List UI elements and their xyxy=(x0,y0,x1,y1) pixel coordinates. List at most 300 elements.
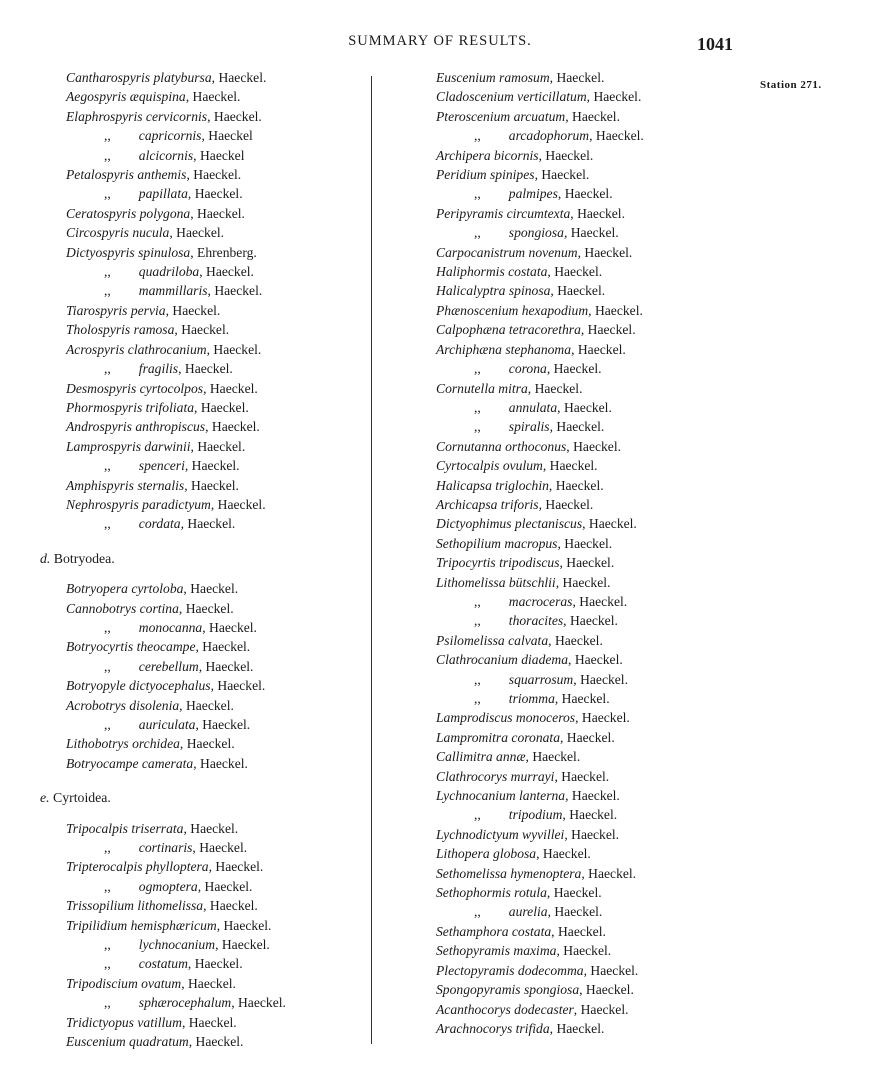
species-name: Peripyramis circumtexta xyxy=(436,205,571,221)
species-entry xyxy=(40,165,362,184)
species-entry xyxy=(436,204,736,223)
species-entry xyxy=(40,398,362,417)
species-name: Tripocalpis triserrata xyxy=(66,820,184,836)
ditto-mark: ,, xyxy=(104,878,111,894)
ditto-mark: ,, xyxy=(104,128,111,144)
species-author: , Haeckel. xyxy=(583,962,639,978)
species-author: , Haeckel. xyxy=(183,581,239,597)
species-entry xyxy=(436,87,736,106)
species-name: Carpocanistrum novenum xyxy=(436,244,578,260)
species-entry xyxy=(40,262,362,281)
species-entry xyxy=(40,676,362,695)
species-name: palmipes xyxy=(508,186,558,202)
species-name: spiralis xyxy=(508,419,550,435)
species-name: Acrospyris clathrocanium xyxy=(66,341,207,357)
species-name: Botryopyle dictyocephalus xyxy=(66,678,211,694)
ditto-mark: ,, xyxy=(474,399,481,415)
species-author: , Haeckel. xyxy=(192,840,248,856)
species-author: , Haeckel. xyxy=(546,885,602,901)
species-entry xyxy=(40,1032,362,1051)
species-entry xyxy=(436,650,736,669)
species-author: , Haeckel. xyxy=(557,186,613,202)
species-name: annulata xyxy=(508,399,558,415)
species-author: , Haeckel. xyxy=(573,671,628,687)
species-entry xyxy=(436,825,736,844)
species-name: Sethopilium macropus xyxy=(436,535,558,551)
species-entry xyxy=(436,243,736,262)
species-entry xyxy=(40,340,362,359)
species-entry xyxy=(436,359,736,378)
species-entry xyxy=(436,126,736,145)
species-entry xyxy=(40,301,362,320)
species-entry xyxy=(436,1019,736,1038)
species-name: Lamprodiscus monoceros xyxy=(436,710,576,726)
species-entry xyxy=(40,146,362,165)
species-name: Archipera bicornis xyxy=(436,147,539,163)
species-entry xyxy=(40,456,362,475)
species-author: , Haeckel. xyxy=(193,755,248,771)
species-author: , Haeckel. xyxy=(549,419,605,435)
species-entry xyxy=(436,805,736,824)
species-entry xyxy=(40,838,362,857)
species-name: Callimitra annæ xyxy=(436,749,526,765)
species-name: Acanthocorys dodecaster xyxy=(436,1001,574,1017)
species-name: Cantharospyris platybursa xyxy=(66,70,212,85)
species-entry xyxy=(436,495,736,514)
species-name: Lychnodictyum wyvillei xyxy=(436,826,565,842)
ditto-mark: ,, xyxy=(474,613,481,629)
species-entry xyxy=(436,689,736,708)
species-author: , Haeckel. xyxy=(231,995,286,1011)
species-author: , Haeckel. xyxy=(548,477,604,493)
species-author: , Haeckel. xyxy=(538,147,594,163)
species-author: , Haeckel. xyxy=(179,736,235,752)
species-entry xyxy=(40,243,362,262)
species-name: monocanna xyxy=(138,619,203,635)
species-name: Arachnocorys trifida xyxy=(436,1020,550,1036)
species-entry xyxy=(40,437,362,456)
species-author: , Haeckel. xyxy=(186,167,242,183)
species-author: , Haeckel. xyxy=(203,898,258,914)
species-author: , Haeckel. xyxy=(194,399,249,415)
species-author: , Haeckel. xyxy=(559,555,615,571)
section-heading-botryodea: d. Botryodea. xyxy=(40,550,115,566)
species-name: Haliphormis costata xyxy=(436,264,548,280)
species-entry xyxy=(40,857,362,876)
ditto-mark: ,, xyxy=(474,361,481,377)
species-author: , Haeckel. xyxy=(211,70,267,85)
species-author: , Haeckel. xyxy=(579,982,634,998)
species-entry xyxy=(40,935,362,954)
species-author: , Haeckel. xyxy=(547,904,603,920)
species-entry xyxy=(436,417,736,436)
species-name: Tholospyris ramosa xyxy=(66,322,175,338)
species-name: macroceras xyxy=(508,593,573,609)
ditto-mark: ,, xyxy=(104,147,111,163)
species-entry xyxy=(436,223,736,242)
ditto-mark: ,, xyxy=(474,807,481,823)
species-entry xyxy=(436,767,736,786)
species-author: , Haeckel. xyxy=(548,632,603,648)
species-entry xyxy=(40,916,362,935)
species-name: Psilomelissa calvata xyxy=(436,632,549,648)
species-name: corona xyxy=(508,361,547,377)
species-name: Lithopera globosa xyxy=(436,846,537,862)
species-author: , Haeckel. xyxy=(588,302,643,318)
species-entry xyxy=(40,223,362,242)
species-entry xyxy=(436,68,736,87)
species-author: , Haeckel. xyxy=(199,264,254,280)
species-name: Cornutella mitra xyxy=(436,380,528,396)
species-name: cerebellum xyxy=(138,658,199,674)
species-name: spongiosa xyxy=(508,225,564,241)
species-author: , Haeckel. xyxy=(575,710,630,726)
species-author: , Haeckel. xyxy=(525,749,581,765)
species-entry xyxy=(436,844,736,863)
species-name: Archiphæna stephanoma xyxy=(436,341,572,357)
left-group-list xyxy=(40,68,362,534)
species-author: , Haeckel. xyxy=(195,717,251,732)
species-author: , Haeckel. xyxy=(181,975,236,991)
species-entry xyxy=(436,379,736,398)
species-author: , Haeckel. xyxy=(188,1034,244,1050)
species-entry xyxy=(40,579,362,598)
species-name: capricornis xyxy=(138,128,202,144)
species-name: Sethamphora costata xyxy=(436,923,552,939)
ditto-mark: ,, xyxy=(104,264,111,280)
species-author: , Haeckel. xyxy=(549,70,605,85)
species-author: , Haeckel. xyxy=(174,322,230,338)
species-name: papillata xyxy=(138,186,188,202)
species-name: tripodium xyxy=(508,807,563,823)
species-author: , Haeckel. xyxy=(554,691,610,706)
species-name: Phormospyris trifoliata xyxy=(66,399,195,415)
species-entry xyxy=(40,657,362,676)
species-name: Sethomelissa hymenoptera xyxy=(436,865,582,881)
species-author: , Haeckel. xyxy=(538,496,594,512)
species-author: , Haeckel. xyxy=(589,128,644,144)
species-author: , Haeckel. xyxy=(565,788,620,804)
species-entry xyxy=(436,611,736,630)
ditto-mark: ,, xyxy=(474,691,481,706)
species-name: Elaphrospyris cervicornis xyxy=(66,108,208,124)
species-author: , Haeckel. xyxy=(563,613,618,629)
species-author: , Haeckel. xyxy=(582,516,637,532)
species-author: , Haeckel. xyxy=(179,697,234,713)
species-name: Botryopera cyrtoloba xyxy=(66,581,184,597)
species-entry xyxy=(436,107,736,126)
species-entry xyxy=(436,980,736,999)
species-entry xyxy=(436,747,736,766)
species-name: Trissopilium lithomelissa xyxy=(66,898,204,914)
species-name: Halicalyptra spinosa xyxy=(436,283,551,299)
page-title: SUMMARY OF RESULTS. xyxy=(348,33,532,49)
species-author: , Haeckel. xyxy=(216,917,272,933)
species-author: , Haeckel. xyxy=(205,419,260,435)
species-entry xyxy=(436,922,736,941)
species-name: fragilis xyxy=(138,361,179,377)
species-entry xyxy=(436,786,736,805)
species-author: , Haeckel. xyxy=(180,516,236,532)
species-name: Tripodiscium ovatum xyxy=(66,975,182,991)
species-entry xyxy=(436,728,736,747)
ditto-mark: ,, xyxy=(474,128,481,144)
ditto-mark: ,, xyxy=(104,186,111,202)
cyrtoidea-list xyxy=(40,819,362,1052)
ditto-mark: ,, xyxy=(104,956,111,972)
species-entry xyxy=(40,754,362,773)
species-author: , Haeckel xyxy=(201,128,253,144)
species-name: Tridictyopus vatillum xyxy=(66,1014,182,1030)
species-name: Androspyris anthropiscus xyxy=(66,419,206,435)
species-name: Tripterocalpis phylloptera xyxy=(66,859,209,875)
species-entry xyxy=(436,864,736,883)
species-author: , Haeckel. xyxy=(568,652,623,668)
species-name: Plectopyramis dodecomma xyxy=(436,962,584,978)
species-name: Pteroscenium arcuatum xyxy=(436,108,566,124)
ditto-mark: ,, xyxy=(474,225,481,241)
species-name: quadriloba xyxy=(138,264,200,280)
species-entry xyxy=(436,476,736,495)
species-author: , Haeckel. xyxy=(202,619,257,635)
species-name: Tripocyrtis tripodiscus xyxy=(436,555,560,571)
species-name: aurelia xyxy=(508,904,548,920)
ditto-mark: ,, xyxy=(104,283,111,299)
species-name: arcadophorum xyxy=(508,128,590,144)
species-author: , Haeckel. xyxy=(566,438,622,454)
species-entry xyxy=(436,165,736,184)
species-author: , Haeckel. xyxy=(187,186,243,202)
species-name: spenceri xyxy=(138,458,185,474)
species-author: , Haeckel. xyxy=(581,865,637,881)
species-name: Peridium spinipes xyxy=(436,167,535,183)
ditto-mark: ,, xyxy=(104,995,111,1011)
species-author: , Haeckel. xyxy=(557,535,613,551)
species-name: mammillaris xyxy=(138,283,208,299)
species-name: Aegospyris æquispina xyxy=(66,89,186,105)
species-entry xyxy=(436,592,736,611)
species-entry xyxy=(436,437,736,456)
species-name: Lithomelissa bütschlii xyxy=(436,574,556,590)
species-author: , Haeckel. xyxy=(197,878,253,894)
species-entry xyxy=(40,637,362,656)
species-author: , Haeckel. xyxy=(185,89,241,105)
species-author: , Haeckel. xyxy=(207,283,263,299)
species-name: Desmospyris cyrtocolpos xyxy=(66,380,204,396)
species-author: , Haeckel. xyxy=(547,264,603,280)
species-entry xyxy=(436,281,736,300)
ditto-mark: ,, xyxy=(474,671,481,687)
species-author: , Ehrenberg. xyxy=(190,244,257,260)
species-author: , Haeckel. xyxy=(181,1014,237,1030)
species-author: , Haeckel. xyxy=(165,302,221,318)
species-author: , Haeckel. xyxy=(555,574,611,590)
species-entry xyxy=(436,340,736,359)
species-entry xyxy=(40,993,362,1012)
species-entry xyxy=(40,87,362,106)
species-entry xyxy=(436,514,736,533)
species-author: , Haeckel. xyxy=(536,846,591,862)
species-name: ogmoptera xyxy=(138,878,198,894)
species-name: Amphispyris sternalis xyxy=(66,477,185,493)
species-author: , Haeckel. xyxy=(571,341,626,357)
species-entry xyxy=(40,618,362,637)
species-author: , Haeckel. xyxy=(563,225,619,241)
species-name: Lampromitra coronata xyxy=(436,729,560,745)
species-entry xyxy=(436,534,736,553)
species-name: Dictyospyris spinulosa xyxy=(66,244,191,260)
species-name: Tripilidium hemisphæricum xyxy=(66,917,217,933)
species-author: , Haeckel. xyxy=(190,438,246,454)
species-author: , Haeckel. xyxy=(580,322,636,338)
species-name: triomma xyxy=(508,691,555,706)
species-author: , Haeckel. xyxy=(178,361,233,377)
left-column xyxy=(40,68,362,1052)
species-entry xyxy=(40,68,362,87)
species-author: , Haeckel. xyxy=(215,937,270,953)
species-entry xyxy=(40,184,362,203)
species-entry xyxy=(436,320,736,339)
species-name: Lithobotrys orchidea xyxy=(66,736,180,752)
species-entry xyxy=(40,476,362,495)
species-name: Ceratospyris polygona xyxy=(66,205,191,221)
species-name: lychnocanium xyxy=(138,937,216,953)
species-author: , Haeckel. xyxy=(210,678,266,694)
species-entry xyxy=(436,670,736,689)
species-name: Cornutanna orthoconus xyxy=(436,438,567,454)
species-entry xyxy=(40,715,362,734)
species-entry xyxy=(40,954,362,973)
ditto-mark: ,, xyxy=(104,658,111,674)
species-author: , Haeckel. xyxy=(206,341,262,357)
species-author: , Haeckel. xyxy=(564,826,620,842)
species-author: , Haeckel. xyxy=(198,658,254,674)
species-author: , Haeckel. xyxy=(178,600,234,616)
species-author: , Haeckel. xyxy=(546,361,602,377)
species-author: , Haeckel. xyxy=(573,1001,629,1017)
species-author: , Haeckel. xyxy=(570,205,625,221)
species-name: Circospyris nucula xyxy=(66,225,170,241)
species-name: Botryocampe camerata xyxy=(66,755,194,771)
species-author: , Haeckel. xyxy=(208,859,264,875)
right-species-list xyxy=(436,68,736,1038)
species-entry xyxy=(436,631,736,650)
ditto-mark: ,, xyxy=(104,361,111,377)
species-name: sphærocephalum xyxy=(138,995,232,1011)
species-author: , Haeckel. xyxy=(184,477,239,493)
species-name: Acrobotrys disolenia xyxy=(66,697,180,713)
species-name: cordata xyxy=(138,516,181,532)
species-entry xyxy=(436,184,736,203)
species-name: Nephrospyris paradictyum xyxy=(66,496,211,512)
ditto-mark: ,, xyxy=(474,904,481,920)
species-author: , Haeckel. xyxy=(572,593,628,609)
species-entry xyxy=(436,941,736,960)
species-author: , Haeckel. xyxy=(527,380,583,396)
species-name: Euscenium quadratum xyxy=(66,1034,189,1050)
species-author: , Haeckel. xyxy=(534,167,590,183)
species-name: Clathrocanium diadema xyxy=(436,652,569,668)
species-name: Tiarospyris pervia xyxy=(66,302,166,318)
species-author: , Haeckel. xyxy=(183,820,239,836)
species-author: , Haeckel. xyxy=(556,943,612,959)
species-author: , Haeckel. xyxy=(565,108,620,124)
species-name: Phænoscenium hexapodium xyxy=(436,302,589,318)
page-number: 1041 xyxy=(697,34,733,54)
species-author: , Haeckel. xyxy=(190,205,245,221)
species-entry xyxy=(436,573,736,592)
species-author: , Haeckel. xyxy=(187,956,243,972)
species-name: Halicapsa triglochin xyxy=(436,477,549,493)
right-column xyxy=(436,68,736,1038)
species-entry xyxy=(40,877,362,896)
species-author: , Haeckel. xyxy=(542,458,598,474)
ditto-mark: ,, xyxy=(474,419,481,435)
species-entry xyxy=(40,974,362,993)
species-author: , Haeckel. xyxy=(203,380,258,396)
ditto-mark: ,, xyxy=(104,937,111,953)
species-name: auriculata xyxy=(138,717,196,732)
species-entry xyxy=(436,883,736,902)
species-entry xyxy=(40,107,362,126)
species-entry xyxy=(436,262,736,281)
botryodea-list xyxy=(40,579,362,773)
species-author: , Haeckel. xyxy=(554,768,610,784)
species-entry xyxy=(436,553,736,572)
species-entry xyxy=(40,379,362,398)
species-author: , Haeckel. xyxy=(551,923,606,939)
species-name: Clathrocorys murrayi xyxy=(436,768,555,784)
species-name: cortinaris xyxy=(138,840,193,856)
species-name: squarrosum xyxy=(508,671,574,687)
species-entry xyxy=(40,417,362,436)
species-entry xyxy=(40,514,362,533)
species-name: Lamprospyris darwinii xyxy=(66,438,191,454)
species-author: , Haeckel. xyxy=(549,1020,605,1036)
species-entry xyxy=(40,359,362,378)
species-name: thoracites xyxy=(508,613,564,629)
species-author: , Haeckel. xyxy=(550,283,606,299)
species-name: Cyrtocalpis ovulum xyxy=(436,458,543,474)
section-heading-cyrtoidea: e. Cyrtoidea. xyxy=(40,790,111,806)
species-entry xyxy=(40,734,362,753)
species-entry xyxy=(40,495,362,514)
species-entry xyxy=(436,708,736,727)
species-entry xyxy=(436,301,736,320)
species-name: Sethophormis rotula xyxy=(436,885,547,901)
ditto-mark: ,, xyxy=(104,516,111,532)
species-name: Botryocyrtis theocampe xyxy=(66,639,196,655)
species-entry xyxy=(436,398,736,417)
species-author: , Haeckel. xyxy=(586,89,642,105)
species-author: , Haeckel. xyxy=(195,639,251,655)
species-name: Calpophæna tetracorethra xyxy=(436,322,581,338)
species-entry xyxy=(40,281,362,300)
species-name: Cannobotrys cortina xyxy=(66,600,179,616)
species-name: alcicornis xyxy=(138,147,194,163)
species-author: , Haeckel xyxy=(193,147,245,163)
species-author: , Haeckel. xyxy=(577,244,633,260)
ditto-mark: ,, xyxy=(104,840,111,856)
species-entry xyxy=(436,902,736,921)
species-name: Lychnocanium lanterna xyxy=(436,788,566,804)
species-entry xyxy=(40,819,362,838)
station-label: Station 271. xyxy=(760,79,822,91)
species-entry xyxy=(40,599,362,618)
species-author: , Haeckel. xyxy=(562,807,618,823)
ditto-mark: ,, xyxy=(474,593,481,609)
species-entry xyxy=(40,126,362,145)
